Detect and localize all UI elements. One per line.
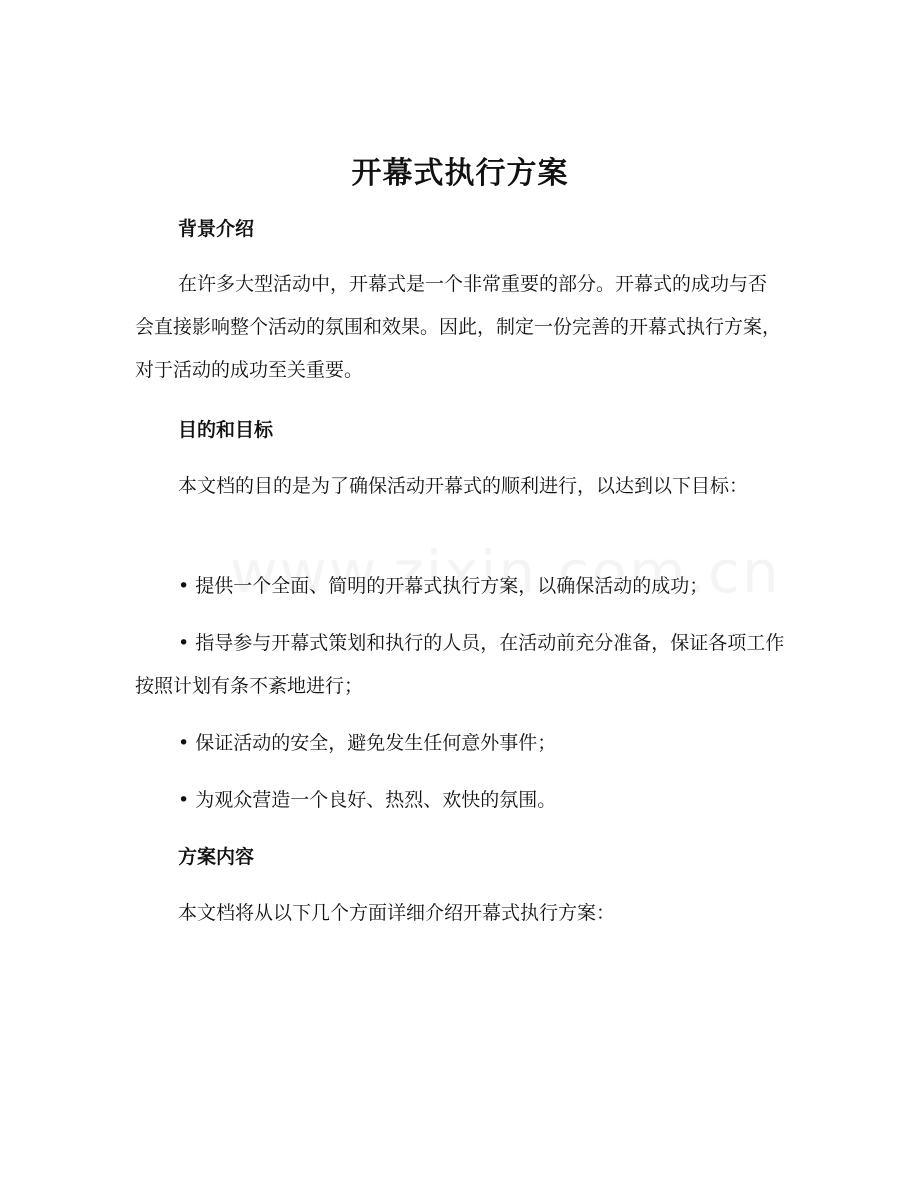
section-heading-background: 背景介绍 — [178, 218, 255, 240]
background-paragraph: 在许多大型活动中，开幕式是一个非常重要的部分。开幕式的成功与否会直接影响整个活动的氛围和效果。因此，制定一份完善的开幕式执行方案，对于活动的成功至关重要。 — [135, 273, 782, 381]
content-intro-paragraph: 本文档将从以下几个方面详细介绍开幕式执行方案： — [178, 902, 616, 924]
section-heading-goals: 目的和目标 — [178, 419, 274, 441]
goal-list-item: • 保证活动的安全，避免发生任何意外事件； — [178, 732, 557, 754]
goals-intro-paragraph: 本文档的目的是为了确保活动开幕式的顺利进行，以达到以下目标： — [178, 475, 749, 497]
section-heading-content: 方案内容 — [178, 846, 255, 868]
document-title: 开幕式执行方案 — [351, 156, 569, 191]
goal-list-item: • 提供一个全面、简明的开幕式执行方案，以确保活动的成功； — [178, 575, 709, 597]
goal-list-item: • 为观众营造一个良好、热烈、欢快的氛围。 — [178, 789, 557, 811]
goal-list-item: • 指导参与开幕式策划和执行的人员，在活动前充分准备，保证各项工作按照计划有条不紊地进行； — [135, 632, 785, 697]
